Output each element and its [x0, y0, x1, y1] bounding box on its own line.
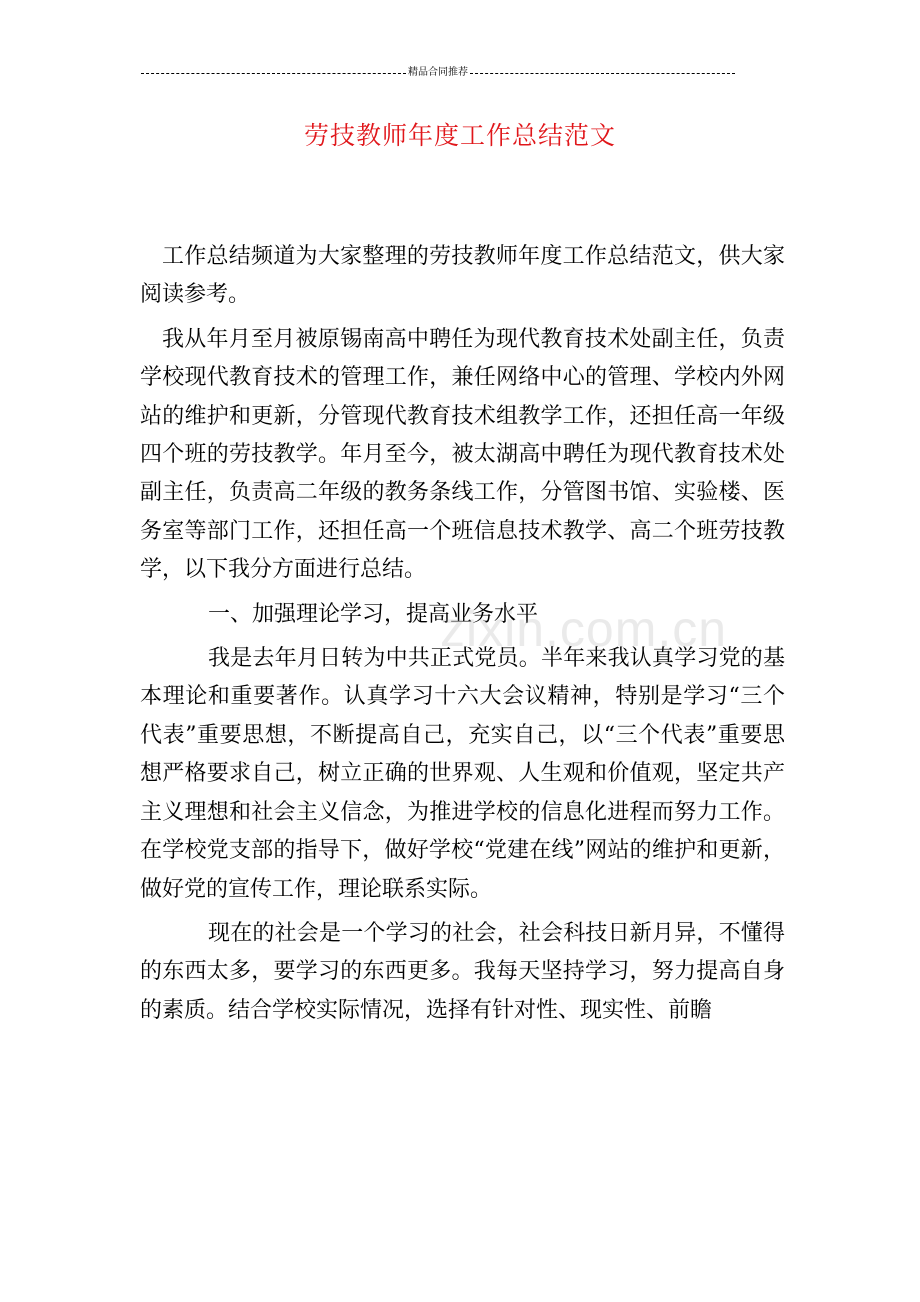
paragraph-background: 我从年月至月被原锡南高中聘任为现代教育技术处副主任，负责学校现代教育技术的管理工作，兼任网络中心的管理、学校内外网站的维护和更新，分管现代教育技术组教学工作，还担任高一年级四个班的劳技教学。年月至今，被太湖高中聘任为现代教育技术处副主任，负责高二年级的教务条线工作，分管图书馆、实验楼、医务室等部门工作，还担任高一个班信息技术教学、高二个班劳技教学，以下我分方面进行总结。 [140, 326, 785, 583]
paragraph-learning-society: 现在的社会是一个学习的社会，社会科技日新月异，不懂得的东西太多，要学习的东西更多。我每天坚持学习，努力提高自身的素质。结合学校实际情况，选择有针对性、现实性、前瞻 [140, 920, 785, 1023]
header-label: 精品合同推荐 [408, 67, 468, 78]
paragraph-intro: 工作总结频道为大家整理的劳技教师年度工作总结范文，供大家阅读参考。 [140, 244, 785, 308]
section-heading-1: 一、加强理论学习，提高业务水平 [208, 601, 539, 627]
header-dash-right [470, 73, 735, 74]
header-line [140, 66, 736, 80]
header-dash-left [141, 73, 406, 74]
document-body [140, 238, 785, 1030]
watermark: zixin.com.cn [440, 601, 728, 657]
document-title: 劳技教师年度工作总结范文 [303, 121, 616, 150]
paragraph-party-study: 我是去年月日转为中共正式党员。半年来我认真学习党的基本理论和重要著作。认真学习十六大会议精神，特别是学习“三个代表”重要思想，不断提高自己，充实自己，以“三个代表”重要思想严格要求自己，树立正确的世界观、人生观和价值观，坚定共产主义理想和社会主义信念，为推进学校的信息化进程而努力工作。在学校党支部的指导下，做好学校“党建在线”网站的维护和更新，做好党的宣传工作，理论联系实际。 [140, 646, 785, 902]
